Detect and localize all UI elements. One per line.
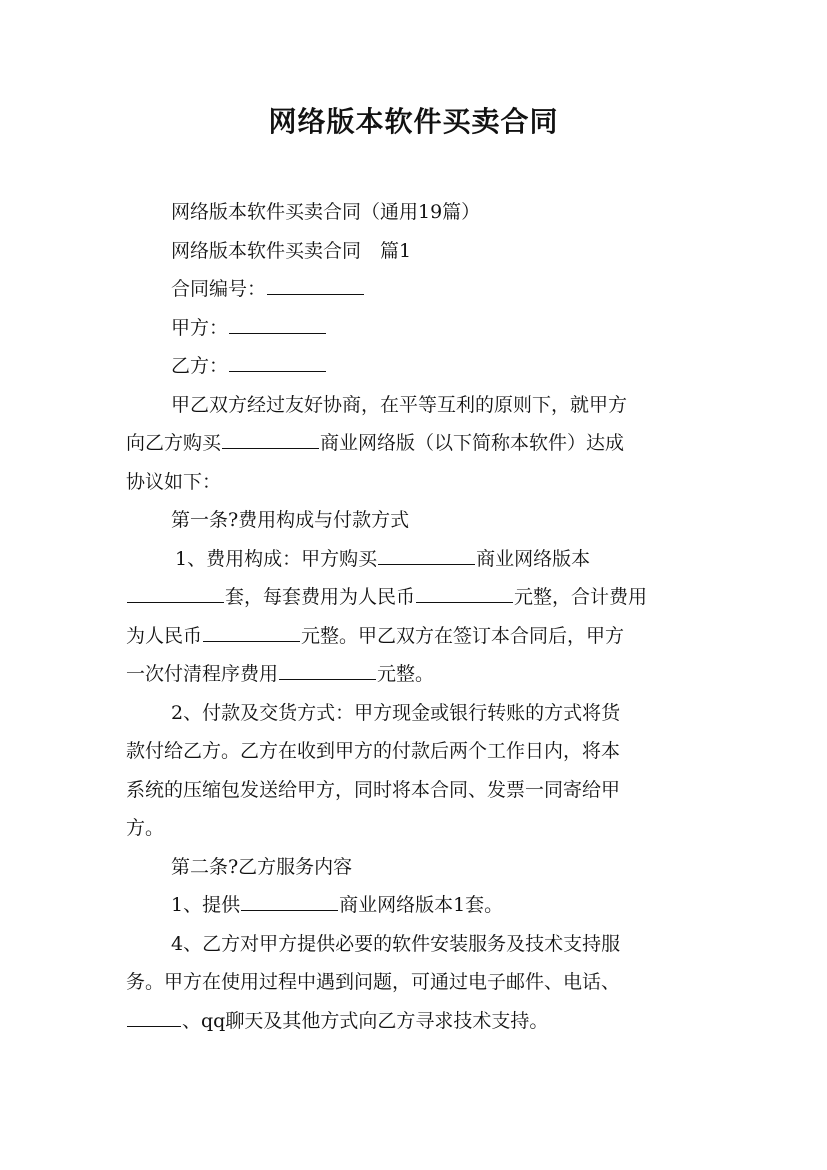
fee-total-blank xyxy=(203,619,300,642)
fee-text-d: 元整，合计费用 xyxy=(514,586,648,608)
article-1-heading: 第一条?费用构成与付款方式 xyxy=(171,509,410,531)
intro-text-b: 商业网络版（以下简称本软件）达成 xyxy=(320,432,625,454)
service-text-b: 商业网络版本1套。 xyxy=(339,894,504,916)
fee-text-h: 元整。 xyxy=(377,663,435,685)
contract-number-label: 合同编号： xyxy=(171,278,267,300)
fee-line-2 xyxy=(126,578,706,617)
fee-program-blank xyxy=(279,657,376,680)
service-text-a: 1、提供 xyxy=(171,894,241,916)
payment-line-4: 方。 xyxy=(126,817,165,839)
fee-line-1 xyxy=(126,540,706,579)
product-blank xyxy=(222,426,319,449)
fee-text-c: 套，每套费用为人民币 xyxy=(225,586,416,608)
fee-text-b: 商业网络版本 xyxy=(476,547,591,570)
intro-line-2 xyxy=(126,424,706,463)
party-a-blank xyxy=(229,311,326,334)
party-a-label: 甲方： xyxy=(171,316,229,339)
fee-product-blank xyxy=(378,542,475,565)
fee-quantity-blank xyxy=(127,580,224,603)
fee-line-3 xyxy=(126,617,706,656)
fee-text-e: 为人民币 xyxy=(126,624,203,647)
contract-number-line xyxy=(126,270,706,309)
party-b-line xyxy=(126,347,706,386)
fee-text-g: 一次付清程序费用 xyxy=(126,663,279,685)
party-b-blank xyxy=(229,349,326,372)
party-b-label: 乙方： xyxy=(171,355,229,377)
support-line-3 xyxy=(126,1002,706,1041)
document-body xyxy=(126,193,706,1040)
article-2-heading: 第二条?乙方服务内容 xyxy=(171,855,353,878)
fee-text-f: 元整。甲乙双方在签订本合同后，甲方 xyxy=(301,624,625,647)
fee-text-a: 1、费用构成：甲方购买 xyxy=(175,547,378,570)
fee-line-4 xyxy=(126,655,706,694)
support-channel-blank xyxy=(127,1004,181,1027)
contract-number-blank xyxy=(267,272,364,295)
fee-unit-price-blank xyxy=(416,580,513,603)
payment-line-1: 2、付款及交货方式：甲方现金或银行转账的方式将货 xyxy=(171,701,621,724)
intro-line-3: 协议如下： xyxy=(126,470,222,493)
service-line-1 xyxy=(126,886,706,925)
subtitle-line: 网络版本软件买卖合同（通用19篇） xyxy=(171,201,481,223)
intro-line-1: 甲乙双方经过友好协商，在平等互利的原则下，就甲方 xyxy=(171,393,628,416)
document-title: 网络版本软件买卖合同 xyxy=(268,105,559,138)
payment-line-2: 款付给乙方。乙方在收到甲方的付款后两个工作日内，将本 xyxy=(126,740,621,762)
party-a-line xyxy=(126,309,706,348)
chapter-heading: 网络版本软件买卖合同 篇1 xyxy=(171,239,412,262)
intro-text-a: 向乙方购买 xyxy=(126,432,222,454)
support-line-1: 4、乙方对甲方提供必要的软件安装服务及技术支持服 xyxy=(171,932,621,955)
service-product-blank xyxy=(241,888,338,911)
support-text-b: 、qq聊天及其他方式向乙方寻求技术支持。 xyxy=(182,1009,549,1032)
payment-line-3: 系统的压缩包发送给甲方，同时将本合同、发票一同寄给甲 xyxy=(126,778,621,801)
support-line-2: 务。甲方在使用过程中遇到问题，可通过电子邮件、电话、 xyxy=(126,971,621,993)
